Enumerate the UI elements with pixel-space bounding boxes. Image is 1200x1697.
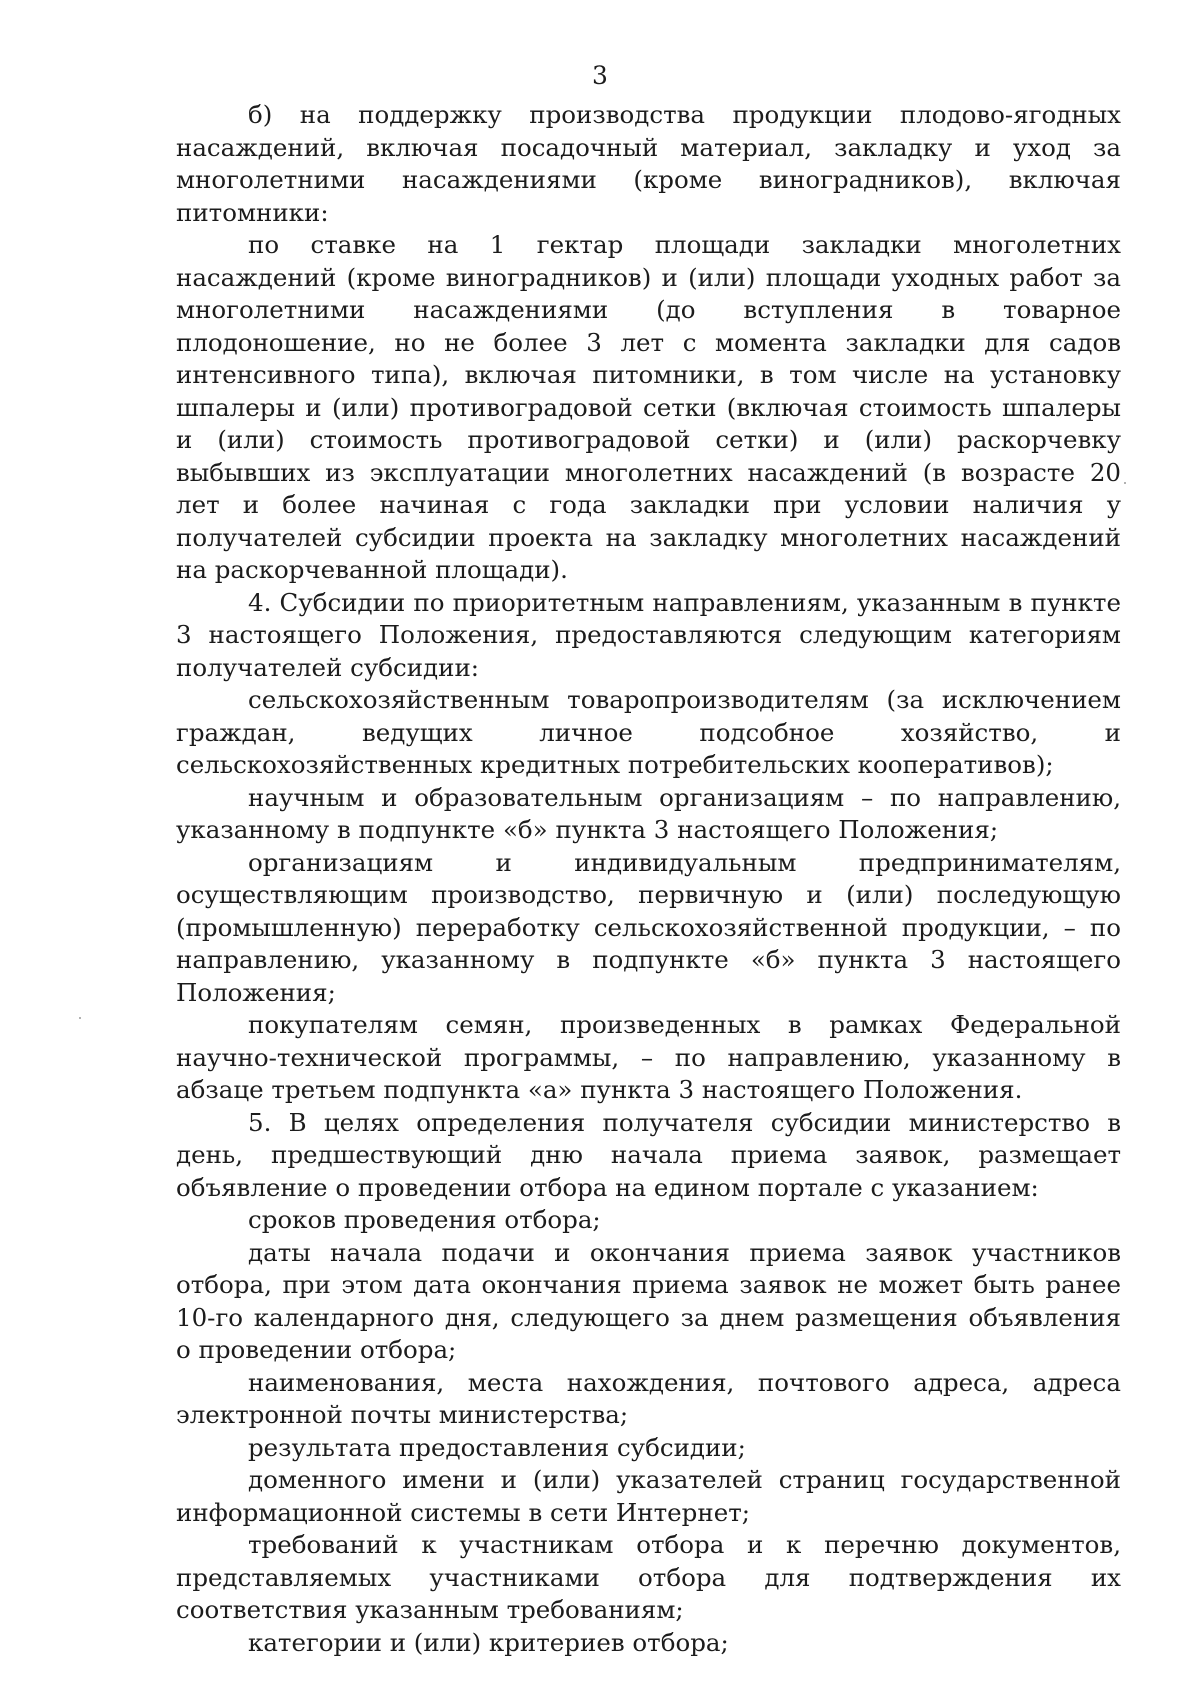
paragraph: б) на поддержку производства продукции плодово-ягодных насаждений, включая посадочный материал, закладку и уход за многолетними насаждениями (кроме виноградников), включая питомники: [176, 100, 1121, 227]
paragraph: покупателям семян, произведенных в рамках Федеральной научно-технической программы, – по направлению, указанному в абзаце третьем подпункта «а» пункта 3 настоящего Положения. [176, 1010, 1121, 1104]
paragraph: по ставке на 1 гектар площади закладки многолетних насаждений (кроме виноградников) и (или) площади уходных работ за многолетними насаждениями (до вступления в товарное плодоношение, но не более 3 лет с момента закладки для садов интенсивного типа), включая питомники, в том числе на установку шпалеры и (или) противоградовой сетки (включая стоимость шпалеры и (или) стоимость противоградовой сетки) и (или) раскорчевку выбывших из эксплуатации многолетних насаждений (в возрасте 20 лет и более начиная с года закладки при условии наличия у получателей субсидии проекта на закладку многолетних насаждений на раскорчеванной площади). [176, 230, 1121, 584]
page-number: 3 [592, 61, 608, 90]
paragraph: результата предоставления субсидии; [248, 1432, 746, 1462]
paragraph: организациям и индивидуальным предпринимателям, осуществляющим производство, первичную и (или) последующую (промышленную) переработку сельскохозяйственной продукции, – по направлению, указанному в подпункте «б» пункта 3 настоящего Положения; [176, 847, 1121, 1007]
paragraph: требований к участникам отбора и к перечню документов, представляемых участниками отбора для подтверждения их соответствия указанным требованиям; [176, 1530, 1121, 1624]
scan-speck [1124, 482, 1126, 484]
paragraph: научным и образовательным организациям – по направлению, указанному в подпункте «б» пункта 3 настоящего Положения; [176, 782, 1121, 844]
paragraph: доменного имени и (или) указателей страниц государственной информационной системы в сети Интернет; [176, 1465, 1121, 1527]
paragraph: категории и (или) критериев отбора; [248, 1627, 729, 1657]
paragraph: сроков проведения отбора; [248, 1205, 601, 1234]
paragraph: 4. Субсидии по приоритетным направлениям, указанным в пункте 3 настоящего Положения, предоставляются следующим категориям получателей субсидии: [176, 587, 1121, 682]
document-text [176, 99, 1121, 1659]
paragraph: даты начала подачи и окончания приема заявок участников отбора, при этом дата окончания приема заявок не может быть ранее 10-го календарного дня, следующего за днем размещения объявления о проведении отбора; [176, 1237, 1121, 1364]
scan-speck [79, 1017, 81, 1019]
paragraph: наименования, места нахождения, почтового адреса, адреса электронной почты министерства; [176, 1367, 1121, 1429]
paragraph: 5. В целях определения получателя субсидии министерство в день, предшествующий дню начала приема заявок, размещает объявление о проведении отбора на едином портале с указанием: [176, 1107, 1121, 1202]
paragraph: сельскохозяйственным товаропроизводителям (за исключением граждан, ведущих личное подсобное хозяйство, и сельскохозяйственных кредитных потребительских кооперативов); [176, 685, 1121, 779]
